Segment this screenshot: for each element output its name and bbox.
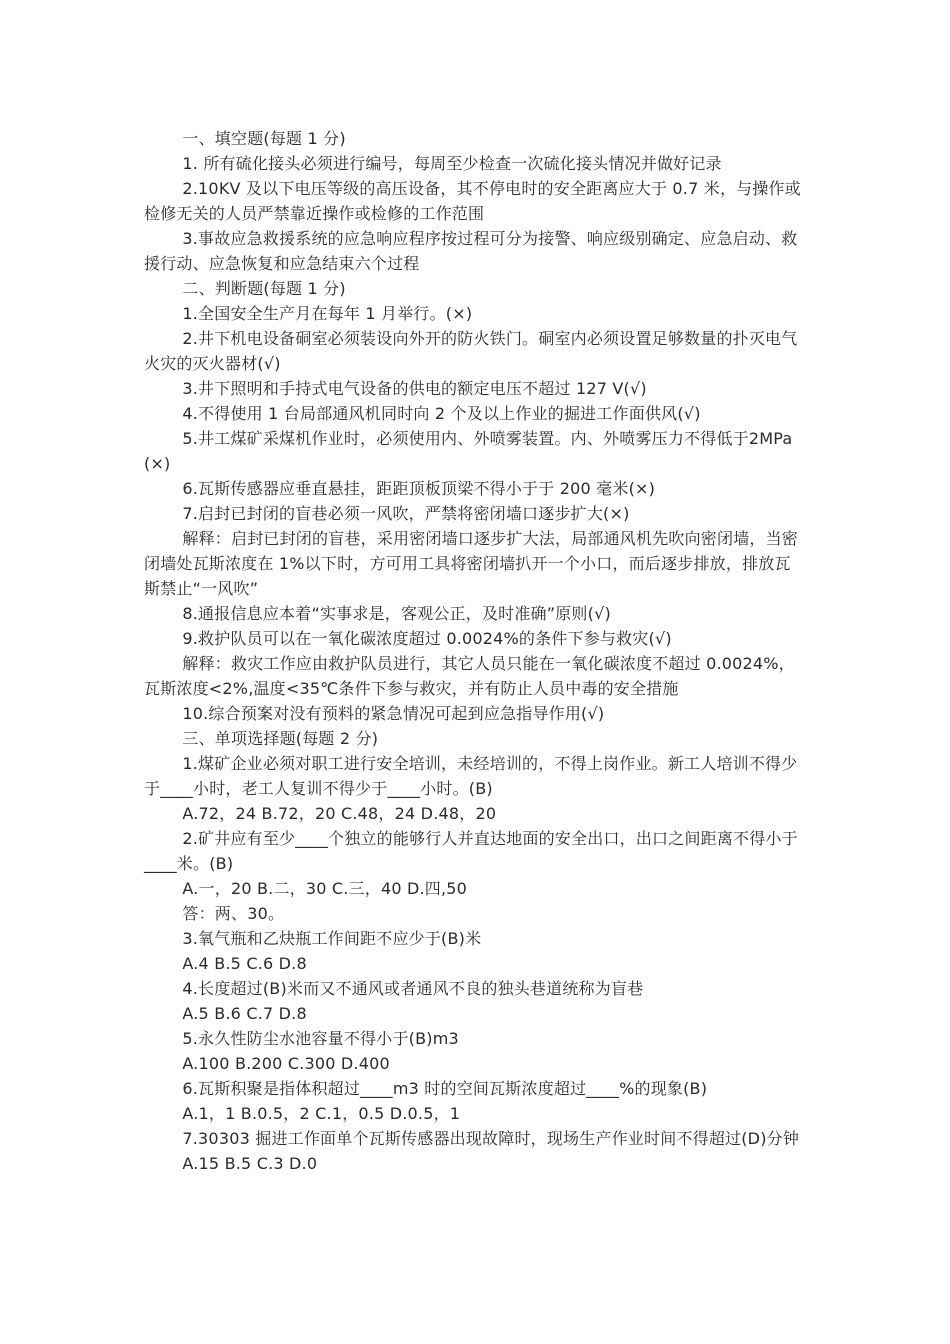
options: A.5 B.6 C.7 D.8 xyxy=(182,1004,307,1023)
question: 8.通报信息应本着“实事求是，客观公正，及时准确”原则(√) xyxy=(182,604,611,623)
options: A.4 B.5 C.6 D.8 xyxy=(182,954,307,973)
question: 3.氧气瓶和乙炔瓶工作间距不应少于(B)米 xyxy=(182,929,482,948)
question: 1. 所有硫化接头必须进行编号，每周至少检查一次硫化接头情况并做好记录 xyxy=(182,154,722,173)
question: 10.综合预案对没有预料的紧急情况可起到应急指导作用(√) xyxy=(182,704,605,723)
question: 6.瓦斯传感器应垂直悬挂，距距顶板顶梁不得小于于 200 毫米(×) xyxy=(182,479,656,498)
options: A.72，24 B.72，20 C.48，24 D.48，20 xyxy=(182,804,497,823)
explanation: 解释：救灾工作应由救护队员进行，其它人员只能在一氧化碳浓度不超过 0.0024%，瓦斯浓度<2%,温度<35℃条件下参与救灾，并有防止人员中毒的安全措施 xyxy=(144,654,795,698)
question: 4.不得使用 1 台局部通风机同时向 2 个及以上作业的掘进工作面供风(√) xyxy=(182,404,701,423)
question: 6.瓦斯积聚是指体积超过____m3 时的空间瓦斯浓度超过____%的现象(B) xyxy=(182,1079,708,1098)
document-body xyxy=(144,126,806,1176)
options: A.1，1 B.0.5，2 C.1，0.5 D.0.5，1 xyxy=(182,1104,461,1123)
options: A.100 B.200 C.300 D.400 xyxy=(182,1054,390,1073)
question: 2.矿井应有至少____个独立的能够行人并直达地面的安全出口，出口之间距离不得小于____米。(B) xyxy=(144,829,798,873)
question: 7.30303 掘进工作面单个瓦斯传感器出现故障时，现场生产作业时间不得超过(D)分钟 xyxy=(182,1129,800,1148)
answer: 答：两、30。 xyxy=(182,904,285,923)
options: A.15 B.5 C.3 D.0 xyxy=(182,1154,318,1173)
question: 1.煤矿企业必须对职工进行安全培训，未经培训的，不得上岗作业。新工人培训不得少于____小时，老工人复训不得少于____小时。(B) xyxy=(144,754,798,798)
question: 4.长度超过(B)米而又不通风或者通风不良的独头巷道统称为盲巷 xyxy=(182,979,644,998)
section-heading: 三、单项选择题(每题 2 分) xyxy=(182,729,379,748)
question: 3.井下照明和手持式电气设备的供电的额定电压不超过 127 V(√) xyxy=(182,379,647,398)
question: 1.全国安全生产月在每年 1 月举行。(×) xyxy=(182,304,473,323)
section-heading: 二、判断题(每题 1 分) xyxy=(182,279,346,298)
question: 9.救护队员可以在一氧化碳浓度超过 0.0024%的条件下参与救灾(√) xyxy=(182,629,672,648)
question: 2.井下机电设备硐室必须装设向外开的防火铁门。硐室内必须设置足够数量的扑灭电气火灾的灭火器材(√) xyxy=(144,329,798,373)
section-heading: 一、填空题(每题 1 分) xyxy=(182,129,346,148)
question: 5.井工煤矿采煤机作业时，必须使用内、外喷雾装置。内、外喷雾压力不得低于2MPa(×) xyxy=(144,429,793,473)
question: 7.启封已封闭的盲巷必须一风吹，严禁将密闭墙口逐步扩大(×) xyxy=(182,504,630,523)
explanation: 解释：启封已封闭的盲巷，采用密闭墙口逐步扩大法，局部通风机先吹向密闭墙，当密闭墙处瓦斯浓度在 1%以下时，方可用工具将密闭墙扒开一个小口，而后逐步排放，排放瓦斯禁止“一风吹” xyxy=(144,529,798,598)
question: 3.事故应急救援系统的应急响应程序按过程可分为接警、响应级别确定、应急启动、救援行动、应急恢复和应急结束六个过程 xyxy=(144,229,798,273)
options: A.一，20 B.二，30 C.三，40 D.四,50 xyxy=(182,879,468,898)
question: 2.10KV 及以下电压等级的高压设备，其不停电时的安全距离应大于 0.7 米，与操作或检修无关的人员严禁靠近操作或检修的工作范围 xyxy=(144,179,801,223)
question: 5.永久性防尘水池容量不得小于(B)m3 xyxy=(182,1029,459,1048)
